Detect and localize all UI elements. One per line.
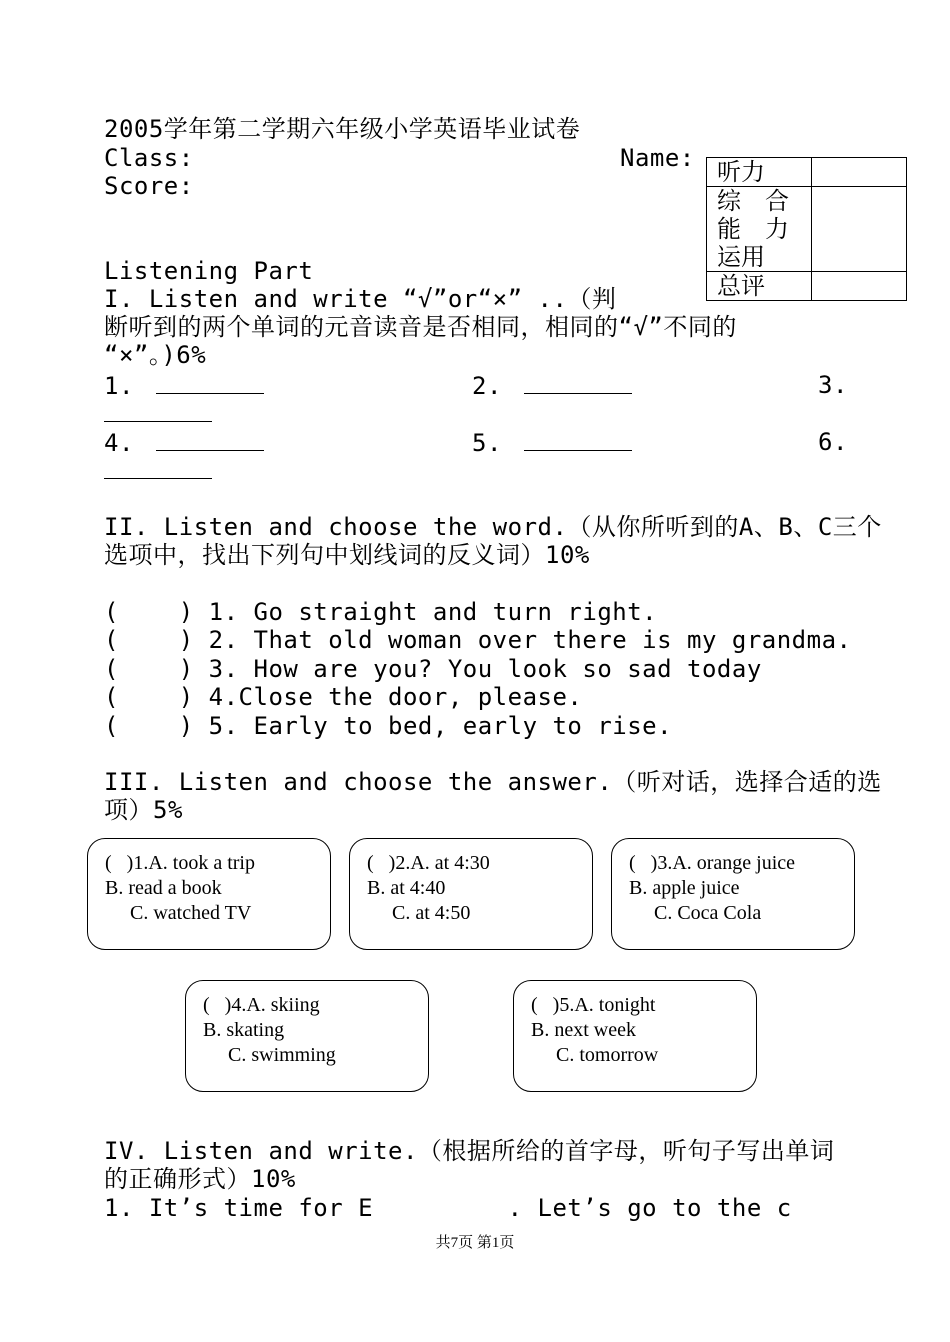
part2-question: ( ) 5. Early to bed, early to rise. — [104, 712, 673, 740]
answer-blank[interactable] — [104, 456, 212, 479]
score-row-listening: 听力 — [707, 158, 812, 187]
part4-instruction-2: 的正确形式）10% — [104, 1165, 296, 1193]
answer-blank[interactable] — [104, 399, 212, 422]
score-row-total: 总评 — [707, 272, 812, 301]
part2-question: ( ) 3. How are you? You look so sad today — [104, 655, 762, 683]
part1-item: 2. — [472, 371, 632, 400]
part1-instruction-1: I. Listen and write “√”or“×” ..（判 — [104, 285, 617, 313]
part3-instruction-1: III. Listen and choose the answer.（听对话，选择合适的选 — [104, 768, 882, 796]
score-cell-listening[interactable] — [812, 158, 907, 187]
option-box: ( )4.A. skiing B. skating C. swimming — [185, 980, 429, 1092]
score-cell-total[interactable] — [812, 272, 907, 301]
part1-instruction-3: “×”。)6% — [104, 341, 207, 369]
option-box: ( )1.A. took a trip B. read a book C. watched TV — [87, 838, 331, 950]
part2-instruction-1: II. Listen and choose the word.（从你所听到的A、B、C三个 — [104, 513, 882, 541]
score-row-comprehensive: 综 合 能 力 运用 — [707, 187, 812, 272]
answer-blank[interactable] — [524, 371, 632, 394]
option-box: ( )5.A. tonight B. next week C. tomorrow — [513, 980, 757, 1092]
part2-question: ( ) 4.Close the door, please. — [104, 683, 583, 711]
part4-instruction-1: IV. Listen and write.（根据所给的首字母，听句子写出单词 — [104, 1137, 835, 1165]
part3-instruction-2: 项）5% — [104, 796, 183, 824]
answer-blank[interactable] — [524, 428, 632, 451]
part1-item: 3. — [818, 371, 848, 399]
option-box: ( )3.A. orange juice B. apple juice C. Coca Cola — [611, 838, 855, 950]
answer-blank[interactable] — [156, 428, 264, 451]
answer-blank[interactable] — [156, 371, 264, 394]
part1-item: 4. — [104, 428, 264, 457]
part2-question: ( ) 1. Go straight and turn right. — [104, 598, 658, 626]
section-title: Listening Part — [104, 257, 314, 285]
score-table — [706, 157, 907, 301]
score-cell-comprehensive[interactable] — [812, 187, 907, 272]
part1-item: 1. — [104, 371, 264, 400]
part1-item: 6. — [818, 428, 848, 456]
part1-item: 5. — [472, 428, 632, 457]
name-label: Name: — [620, 144, 695, 172]
page-footer: 共7页 第1页 — [435, 1235, 515, 1251]
part2-question: ( ) 2. That old woman over there is my grandma. — [104, 626, 852, 654]
class-label: Class: — [104, 144, 194, 172]
exam-title: 2005学年第二学期六年级小学英语毕业试卷 — [104, 115, 581, 143]
part4-question: 1. It’s time for E . Let’s go to the c — [104, 1194, 792, 1222]
score-label: Score: — [104, 172, 194, 200]
part1-instruction-2: 断听到的两个单词的元音读音是否相同，相同的“√”不同的 — [104, 313, 737, 341]
option-box: ( )2.A. at 4:30 B. at 4:40 C. at 4:50 — [349, 838, 593, 950]
part2-instruction-2: 选项中，找出下列句中划线词的反义词）10% — [104, 541, 590, 569]
